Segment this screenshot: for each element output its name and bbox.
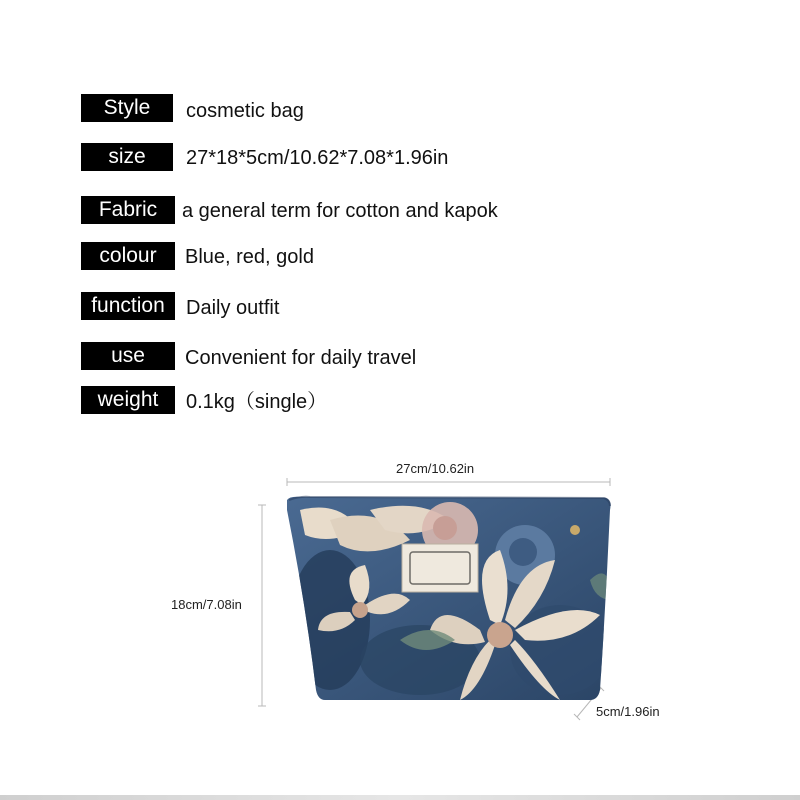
spec-value-use: Convenient for daily travel <box>185 347 417 369</box>
spec-label-fabric: Fabric <box>81 196 175 224</box>
width-dimension-line <box>287 478 610 486</box>
spec-label-colour: colour <box>81 242 175 270</box>
cosmetic-bag-photo <box>287 497 612 700</box>
height-dimension-label: 18cm/7.08in <box>171 597 242 612</box>
spec-label-function: function <box>81 292 175 320</box>
spec-value-colour: Blue, red, gold <box>185 246 314 268</box>
bottom-divider <box>0 795 800 800</box>
width-dimension-label: 27cm/10.62in <box>396 461 475 476</box>
spec-value-fabric: a general term for cotton and kapok <box>182 200 498 222</box>
spec-label-size: size <box>81 143 173 171</box>
spec-value-style: cosmetic bag <box>186 100 304 122</box>
spec-value-function: Daily outfit <box>186 297 280 319</box>
spec-value-weight: 0.1kg（single） <box>186 391 328 413</box>
spec-label-style: Style <box>81 94 173 122</box>
depth-dimension-label: 5cm/1.96in <box>596 704 660 719</box>
spec-label-weight: weight <box>81 386 175 414</box>
spec-label-use: use <box>81 342 175 370</box>
height-dimension-line <box>258 505 266 706</box>
spec-value-size: 27*18*5cm/10.62*7.08*1.96in <box>186 147 449 169</box>
label-patch <box>402 544 478 592</box>
